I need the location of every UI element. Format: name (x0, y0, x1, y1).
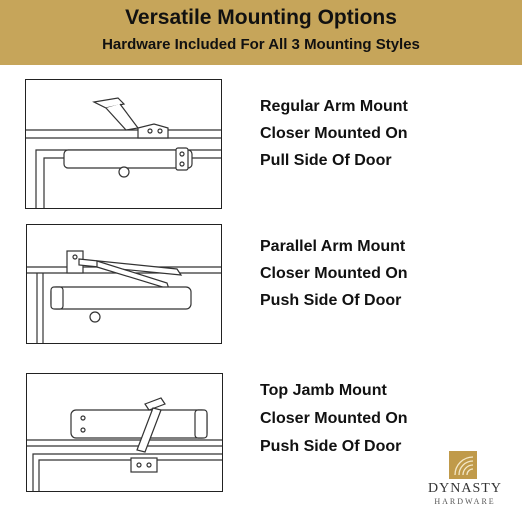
caption-line: Regular Arm Mount (260, 98, 408, 115)
logo-brand-name: DYNASTY (428, 481, 502, 496)
caption-line: Top Jamb Mount (260, 382, 387, 399)
caption-line: Closer Mounted On (260, 125, 408, 142)
caption-line: Push Side Of Door (260, 292, 402, 309)
regular-arm-illustration (25, 79, 222, 209)
caption-line: Closer Mounted On (260, 265, 408, 282)
parallel-arm-illustration (26, 224, 222, 344)
logo-mark-icon (449, 451, 477, 479)
top-jamb-illustration (26, 373, 223, 492)
caption-line: Parallel Arm Mount (260, 238, 406, 255)
top-jamb-caption (260, 377, 408, 461)
logo-tagline: HARDWARE (434, 497, 496, 506)
caption-line: Push Side Of Door (260, 438, 402, 455)
regular-arm-caption (260, 93, 408, 174)
banner-title: Versatile Mounting Options (125, 6, 397, 29)
brand-logo (424, 451, 506, 509)
caption-line: Pull Side Of Door (260, 152, 392, 169)
banner-subtitle: Hardware Included For All 3 Mounting Styles (102, 36, 420, 53)
caption-line: Closer Mounted On (260, 410, 408, 427)
header-banner (0, 0, 522, 65)
parallel-arm-caption (260, 233, 408, 314)
